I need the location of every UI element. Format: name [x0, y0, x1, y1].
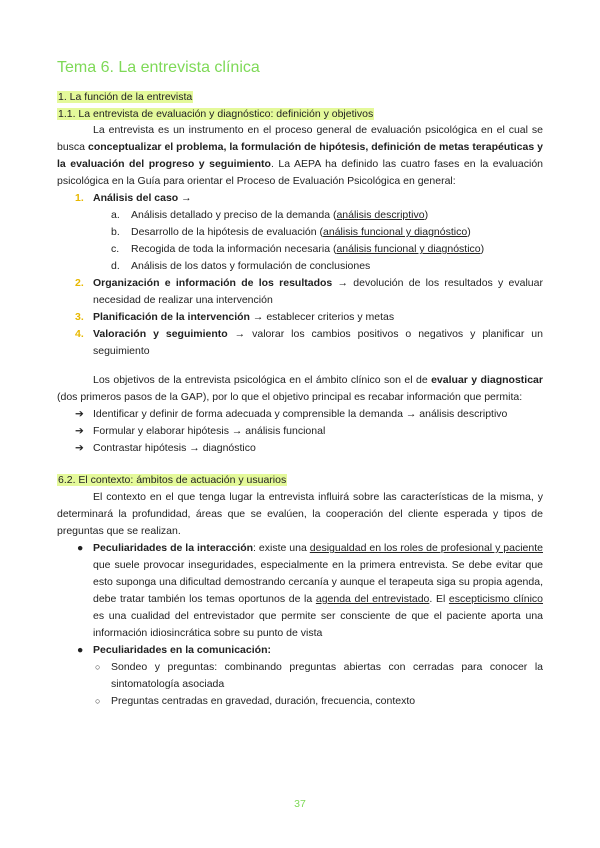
bullet-text: que suele provocar inseguridades, especialmente en la primera entrevista. Se debe evitar que esto suponga una dificultad demostrando cercanía y aunque el terapeuta siga su propia agenda, debe tratar también los temas oportunos de la: [93, 559, 543, 605]
phase-desc: establecer criterios y metas: [266, 311, 395, 323]
sub-end: ): [467, 226, 471, 238]
phase-arrow: →: [227, 328, 253, 340]
communication-list: [93, 659, 543, 710]
phase-desc: devolución de los resultados y evaluar necesidad de realizar una intervención: [93, 277, 543, 306]
objectives-text-c: (dos primeros pasos de la GAP), por lo que el objetivo principal es recabar información que permita:: [57, 391, 523, 403]
circle-item: [93, 693, 543, 710]
phase-title: Organización e información de los resultados: [93, 277, 333, 289]
phase-line: [93, 326, 543, 360]
objectives-list: [57, 406, 543, 457]
intro-text-a: La entrevista es un instrumento en el proceso general de evaluación psicológica en el cual se busca: [57, 124, 543, 153]
objectives-text-bold: evaluar y diagnosticar: [431, 374, 543, 386]
phase-arrow: →: [332, 277, 354, 289]
objective-text: Identificar y definir de forma adecuada y comprensible la demanda → análisis descriptivo: [93, 408, 508, 420]
page-number: 37: [294, 798, 306, 810]
page-title: Tema 6. La entrevista clínica: [57, 59, 260, 76]
section-heading-text: 1. La función de la entrevista: [58, 91, 193, 103]
objectives-block: [57, 372, 543, 457]
bullet-underlined: desigualdad en los roles de profesional y paciente: [309, 542, 543, 554]
sub-underlined: análisis funcional y diagnóstico: [336, 243, 481, 255]
phase-desc: valorar los cambios positivos o negativos y planificar un seguimiento: [93, 328, 543, 357]
bullet-text: . El: [429, 593, 449, 605]
section-heading: [57, 89, 193, 106]
sub-end: ): [424, 209, 429, 221]
phase-list: [57, 190, 543, 360]
context-paragraph: El contexto en el que tenga lugar la entrevista influirá sobre las características de la misma, y determinará la profundidad, áreas que se evalúen, la cooperación del cliente esperada y tipos de preguntas que se realizan.: [57, 491, 543, 537]
circle-text: Sondeo y preguntas: combinando preguntas abiertas con cerradas para conocer la sintomatología asociada: [111, 661, 543, 690]
sub-letter: c.: [111, 243, 120, 255]
bullet-item: [57, 540, 543, 642]
circle-text: Preguntas centradas en gravedad, duración, frecuencia, contexto: [111, 695, 416, 707]
arrow-bullet-icon: ➔: [75, 425, 84, 437]
sub-letter: b.: [111, 226, 120, 238]
objective-item: [57, 406, 543, 423]
section2-heading: [57, 472, 287, 489]
section2-heading-text: 6.2. El contexto: ámbitos de actuación y usuarios: [58, 474, 287, 486]
objective-text: Contrastar hipótesis → diagnóstico: [93, 442, 256, 454]
bullet-text: es una cualidad del entrevistador que permite ser consciente de que el paciente aporta una información idiosincrática sobre su punto de vista: [93, 610, 543, 639]
circle-bullet-icon: ○: [95, 662, 101, 672]
bullet-item: [57, 642, 543, 710]
sub-underlined: análisis descriptivo: [336, 209, 425, 221]
bullet-underlined: agenda del entrevistado: [315, 593, 430, 605]
intro-text-bold: conceptualizar el problema, la formulación de hipótesis, definición de metas terapéuticas y la evaluación del progreso y seguimiento: [57, 141, 543, 170]
phase-number: 2.: [75, 277, 84, 289]
phase-item: [57, 326, 543, 360]
bullet-dot-icon: ●: [77, 542, 84, 554]
bullet-paragraph: [93, 540, 543, 642]
arrow-bullet-icon: ➔: [75, 442, 84, 454]
sub-text: Análisis de los datos y formulación de conclusiones: [131, 260, 371, 272]
sub-underlined: análisis funcional y diagnóstico: [323, 226, 468, 238]
sub-text: Análisis detallado y preciso de la demanda (: [131, 209, 337, 221]
bullet-dot-icon: ●: [77, 644, 84, 656]
phase-title: Planificación de la intervención: [93, 311, 250, 323]
sub-item: [93, 224, 543, 241]
sub-end: ): [480, 243, 485, 255]
bullet-title: Peculiaridades de la interacción: [93, 542, 254, 554]
phase-number: 1.: [75, 192, 84, 204]
subsection-heading-text: 1.1. La entrevista de evaluación y diagnóstico: definición y objetivos: [58, 108, 374, 120]
section1-body: [57, 122, 543, 360]
bullet-text: : existe una: [253, 542, 310, 554]
phase-arrow: →: [178, 192, 192, 204]
peculiarities-list: [57, 540, 543, 710]
phase-sub-list: [93, 207, 543, 275]
arrow-bullet-icon: ➔: [75, 408, 84, 420]
intro-paragraph: [57, 122, 543, 190]
objectives-paragraph: [57, 372, 543, 406]
circle-item: [93, 659, 543, 693]
bullet-underlined: escepticismo clínico: [448, 593, 544, 605]
phase-item: [57, 190, 543, 275]
objective-item: [57, 440, 543, 457]
phase-number: 3.: [75, 311, 84, 323]
sub-item: [93, 207, 543, 224]
sub-item: [93, 241, 543, 258]
phase-item: [57, 309, 543, 326]
phase-title: Análisis del caso: [93, 192, 179, 204]
phase-arrow: →: [249, 311, 267, 323]
subsection-heading: [57, 106, 374, 123]
sub-letter: d.: [111, 260, 120, 272]
sub-text: Recogida de toda la información necesaria (: [131, 243, 337, 255]
bullet-title: Peculiaridades en la comunicación:: [93, 644, 271, 656]
phase-title: Valoración y seguimiento: [93, 328, 228, 340]
phase-line: [93, 309, 543, 326]
sub-letter: a.: [111, 209, 120, 221]
objective-text: Formular y elaborar hipótesis → análisis funcional: [93, 425, 326, 437]
phase-item: [57, 275, 543, 309]
objective-item: [57, 423, 543, 440]
sub-item: [93, 258, 543, 275]
circle-bullet-icon: ○: [95, 696, 101, 706]
section2-body: [57, 489, 543, 710]
objectives-text-a: Los objetivos de la entrevista psicológica en el ámbito clínico son el de: [93, 374, 432, 386]
sub-text: Desarrollo de la hipótesis de evaluación (: [131, 226, 324, 238]
intro-text-c: . La AEPA ha definido las cuatro fases en la evaluación psicológica en la Guía para orientar el Proceso de Evaluación Psicológica en general:: [57, 158, 543, 187]
phase-line: [93, 275, 543, 309]
phase-number: 4.: [75, 328, 84, 340]
